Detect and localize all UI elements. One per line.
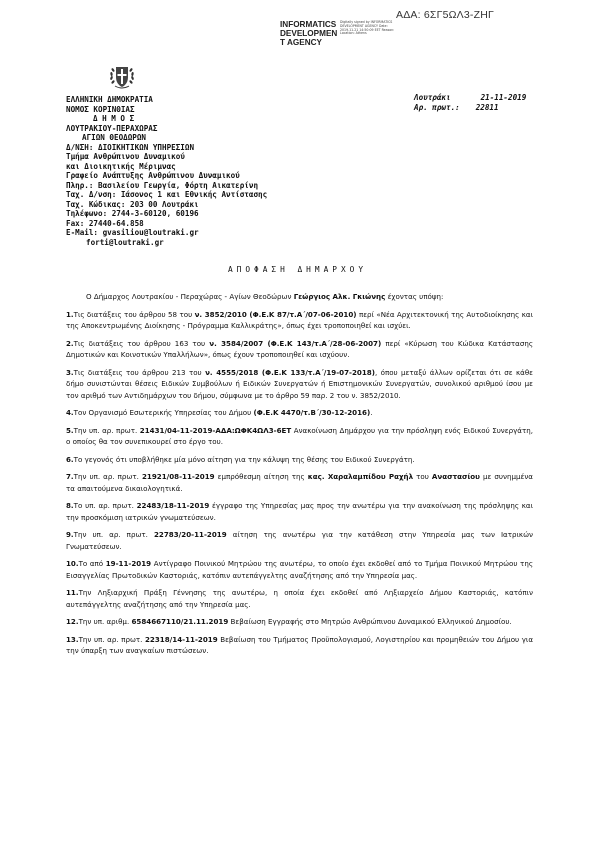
header-line: forti@loutraki.gr	[86, 237, 164, 247]
intro-text: έχοντας υπόψη:	[385, 292, 444, 301]
header-line: ΝΟΜΟΣ ΚΟΡΙΝΘΙΑΣ	[66, 104, 135, 114]
header-line: ΑΓΙΩΝ ΘΕΟΔΩΡΩΝ	[82, 133, 147, 142]
signature-line: INFORMATICS	[280, 20, 337, 29]
consideration-item	[66, 338, 533, 361]
intro-paragraph	[66, 291, 533, 303]
date-protocol-block	[414, 93, 526, 113]
consideration-item	[66, 558, 533, 581]
item-number: 11.	[66, 588, 79, 597]
item-number: 13.	[66, 634, 79, 644]
header-line: ΛΟΥΤΡΑΚΙΟΥ-ΠΕΡΑΧΩΡΑΣ	[66, 123, 158, 133]
place-label: Λουτράκι	[414, 93, 451, 102]
item-text: Βεβαίωση Εγγραφής στο Μητρώο Ανθρώπινου Δυναμικού Ελληνικού Δημοσίου.	[228, 617, 512, 626]
item-text: Την Ληξιαρχική Πράξη Γέννησης της ανωτέρω, η οποία έχει εκδοθεί από Ληξιαρχείο Δήμου Καστοριάς, κατόπιν αυτεπάγγελτης αναζήτησης από την Υπηρεσία μας.	[66, 588, 533, 609]
signature-details: Digitally signed by INFORMATICS DEVELOPMENT AGENCY Date: 2019.11.21 14:50:09 EET Reason: Location: Athens	[340, 20, 395, 36]
item-number: 4.	[66, 408, 74, 417]
signature-line: DEVELOPMEN	[280, 29, 338, 39]
item-number: 8.	[66, 501, 74, 510]
consideration-item	[66, 407, 533, 419]
header-line: Fax: 27440-64.858	[66, 218, 144, 228]
header-line: E-Mail: gvasiliou@loutraki.gr	[66, 228, 199, 237]
item-reference: 21921/08-11-2019	[141, 472, 215, 481]
item-reference: 22783/20-11-2019	[154, 530, 227, 539]
digital-signature-block	[280, 20, 400, 50]
item-text: , όπου μεταξύ άλλων ορίζεται ότι σε κάθε δήμο συνιστώνται θέσεις Ειδικών Συμβούλων ή Ειδικών Συνεργατών ή Επιστημονικών Συνεργατών, συνολικού αριθμού ίσου με τον αριθμό των Αντιδημάρχων του δήμου, σύμφωνα με το άρθρο 59 παρ. 2 του ν. 3852/2010.	[66, 367, 533, 400]
considerations-list	[66, 309, 533, 657]
item-number: 2.	[66, 338, 74, 348]
header-line: Ταχ. Δ/νση: Ιάσονος 1 και Εθνικής Αντίστασης	[66, 190, 268, 199]
item-reference: κας. Χαραλαμπίδου Ραχήλ	[307, 472, 414, 481]
item-text: Τις διατάξεις του άρθρου 163 του	[73, 338, 210, 348]
item-text: του	[413, 472, 432, 481]
item-number: 3.	[66, 367, 74, 377]
item-text: Το γεγονός ότι υποβλήθηκε μία μόνο αίτηση για την κάλυψη της θέσης του Ειδικού Συνεργάτη.	[73, 454, 415, 464]
item-text: Την υπ. αρ. πρωτ.	[78, 634, 145, 644]
item-number: 9.	[66, 530, 74, 539]
item-reference: 19-11-2019	[105, 559, 152, 568]
mayor-name: Γεώργιος Αλκ. Γκιώνης	[293, 292, 386, 301]
header-line: Δ/ΝΣΗ: ΔΙΟΙΚΗΤΙΚΩΝ ΥΠΗΡΕΣΙΩΝ	[66, 142, 195, 152]
item-number: 1.	[66, 309, 74, 319]
document-date: 21-11-2019	[480, 93, 527, 102]
document-title: ΑΠΟΦΑΣΗ ΔΗΜΑΡΧΟΥ	[227, 265, 368, 274]
consideration-item	[66, 425, 533, 448]
item-text: Το υπ. αρ. πρωτ.	[73, 501, 137, 510]
item-reference: (Φ.Ε.Κ 4470/τ.Β΄/30-12-2016)	[253, 408, 371, 417]
item-number: 6.	[66, 454, 74, 464]
intro-text: Ο Δήμαρχος Λουτρακίου - Περαχώρας - Αγίων Θεοδώρων	[86, 292, 294, 301]
item-text: .	[370, 408, 373, 417]
item-text: εμπρόθεσμη αίτηση της	[214, 472, 308, 481]
item-text: Την υπ. αρ. πρωτ.	[73, 472, 142, 481]
signature-line: T AGENCY	[280, 38, 323, 48]
consideration-item	[66, 634, 533, 657]
item-number: 7.	[66, 472, 74, 481]
sender-header	[66, 95, 326, 247]
item-text: περί «Νέα Αρχιτεκτονική της Αυτοδιοίκησης και της Αποκεντρωμένης Διοίκησης - Πρόγραμμα Καλλικράτης», όπως έχει τροποποιηθεί και ισχύει.	[66, 309, 533, 330]
consideration-item	[66, 529, 533, 552]
header-line: Τμήμα Ανθρώπινου Δυναμικού	[66, 152, 185, 161]
item-reference: ν. 4555/2018 (Φ.Ε.Κ 133/τ.Α΄/19-07-2018)	[205, 367, 375, 377]
header-line: και Διοικητικής Μέριμνας	[66, 161, 176, 171]
item-reference: 6584667110/21.11.2019	[131, 617, 229, 626]
item-reference: ν. 3584/2007 (Φ.Ε.Κ 143/τ.Α΄/28-06-2007)	[209, 338, 382, 348]
header-line: Δ Η Μ Ο Σ	[93, 114, 135, 123]
item-reference: ν. 3852/2010 (Φ.Ε.Κ 87/τ.Α΄/07-06-2010)	[194, 309, 357, 319]
document-body	[66, 291, 533, 663]
header-line: Τηλέφωνο: 2744-3-60120, 60196	[66, 209, 199, 218]
item-text: περί «Κύρωση του Κώδικα Κατάστασης Δημοτικών και Κοινοτικών Υπαλλήλων», όπως έχουν τροποποιηθεί και ισχύουν.	[66, 338, 534, 359]
protocol-label: Αρ. πρωτ.:	[414, 103, 460, 112]
protocol-number: 22811	[475, 103, 499, 112]
header-line: Γραφείο Ανάπτυξης Ανθρώπινου Δυναμικού	[66, 171, 240, 180]
item-text: Αντίγραφο Ποινικού Μητρώου της ανωτέρω, το οποίο έχει εκδοθεί από το Τμήμα Ποινικού Μητρώου της Εισαγγελίας Πρωτοδικών Καστοριάς, κατόπιν αυτεπάγγελτης αναζήτησης από την Υπηρεσία μας.	[66, 559, 533, 580]
signature-agency-name	[280, 20, 337, 48]
item-text: έγγραφο της Υπηρεσίας μας προς την ανωτέρω για την ανακοίνωση της πρόσληψης και την προσκόμιση ιατρικών γνωματεύσεων.	[66, 501, 534, 522]
header-line: Πληρ.: Βασιλείου Γεωργία, Φόρτη Αικατερίνη	[66, 180, 259, 190]
item-text: Τις διατάξεις του άρθρου 58 του	[73, 309, 195, 319]
item-text: Τις διατάξεις του άρθρου 213 του	[73, 367, 206, 377]
item-text: Τον Οργανισμό Εσωτερικής Υπηρεσίας του Δήμου	[73, 408, 254, 417]
item-reference: 21431/04-11-2019-ΑΔΑ:ΩΦΚ4ΩΛ3-6ΕΤ	[139, 425, 292, 435]
item-text: Ανακοίνωση Δημάρχου για την πρόσληψη ενός Ειδικού Συνεργάτη, ο οποίος θα τον συνεπικουρεί στο έργο του.	[66, 425, 533, 446]
item-text: με συνημμένα τα απαιτούμενα δικαιολογητικά.	[66, 472, 533, 493]
item-number: 12.	[66, 617, 79, 626]
greek-emblem-icon	[107, 62, 137, 92]
item-reference: Αναστασίου	[431, 472, 480, 481]
consideration-item	[66, 454, 533, 466]
item-reference: 22318/14-11-2019	[145, 634, 218, 644]
item-text: Την υπ. αρ. πρωτ.	[73, 425, 140, 435]
consideration-item	[66, 587, 533, 610]
header-line: ΕΛΛΗΝΙΚΗ ΔΗΜΟΚΡΑΤΙΑ	[66, 95, 153, 104]
header-line: Ταχ. Κώδικας: 203 00 Λουτράκι	[66, 199, 199, 209]
item-number: 5.	[66, 425, 74, 435]
consideration-item	[66, 471, 533, 494]
date-row	[414, 93, 526, 103]
consideration-item	[66, 616, 533, 628]
protocol-row	[414, 103, 526, 113]
consideration-item	[66, 500, 533, 523]
item-text: Την υπ. αρ. πρωτ.	[73, 530, 154, 539]
item-text: Βεβαίωση του Τμήματος Προϋπολογισμού, Λογιστηρίου και προμηθειών του Δήμου για την ύπαρξη των αναγκαίων πιστώσεων.	[66, 634, 533, 655]
item-text: Το από	[78, 559, 106, 568]
consideration-item	[66, 309, 533, 332]
item-text: Την υπ. αριθμ.	[78, 617, 132, 626]
item-number: 10.	[66, 559, 79, 568]
ada-code: ΑΔΑ: 6ΣΓ5ΩΛ3-ΖΗΓ	[396, 9, 494, 21]
item-reference: 22483/18-11-2019	[136, 501, 210, 510]
item-text: αίτηση της ανωτέρω για την κατάθεση στην Υπηρεσία μας των Ιατρικών Γνωματεύσεων.	[66, 530, 533, 551]
consideration-item	[66, 367, 533, 402]
